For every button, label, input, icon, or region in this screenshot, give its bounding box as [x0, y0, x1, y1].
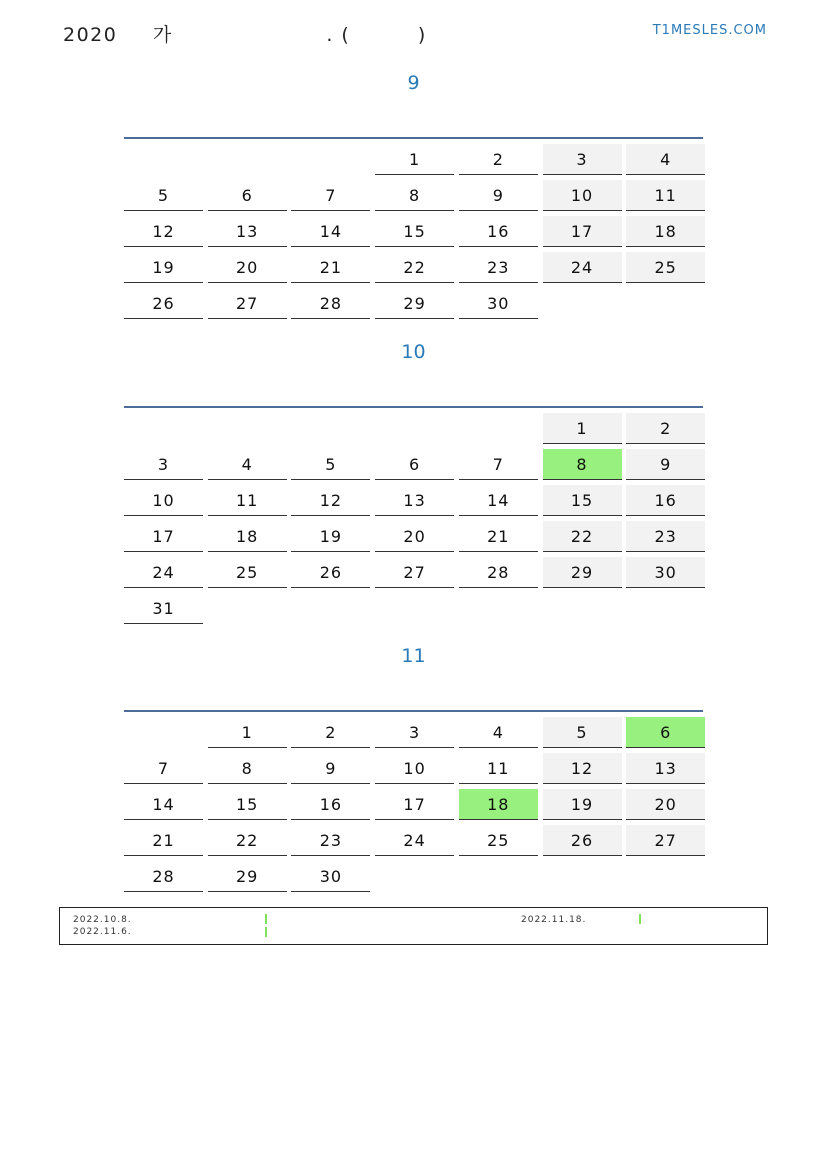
- calendar-week-row: [124, 211, 703, 247]
- calendar-day: 8: [208, 753, 287, 784]
- calendar-day: 1: [543, 413, 622, 444]
- calendar-day: 23: [626, 521, 705, 552]
- calendar-day: 6: [208, 180, 287, 211]
- calendar-day: 19: [124, 252, 203, 283]
- calendar-day: 23: [291, 825, 370, 856]
- calendar-day: 5: [124, 180, 203, 211]
- calendar-week-row: [124, 444, 703, 480]
- calendar-day: 28: [124, 861, 203, 892]
- brand-link[interactable]: T1MESLES.COM: [652, 23, 767, 38]
- calendar-day: 14: [124, 789, 203, 820]
- calendar-day: 15: [375, 216, 454, 247]
- calendar-day: 3: [375, 717, 454, 748]
- calendar-day: 20: [375, 521, 454, 552]
- calendar-day: 5: [291, 449, 370, 480]
- calendar-day: 31: [124, 593, 203, 624]
- calendar-day: 22: [208, 825, 287, 856]
- calendar-day: 13: [208, 216, 287, 247]
- calendar-day: 26: [124, 288, 203, 319]
- calendar-week-row: [124, 748, 703, 784]
- calendar-day: 22: [543, 521, 622, 552]
- calendar-day: 16: [459, 216, 538, 247]
- calendar-day: 23: [459, 252, 538, 283]
- calendar-day: 19: [291, 521, 370, 552]
- calendar-day: 18: [626, 216, 705, 247]
- calendar-day: 24: [124, 557, 203, 588]
- legend-marker: [265, 914, 267, 924]
- calendar-day: 18: [208, 521, 287, 552]
- calendar-day: 3: [543, 144, 622, 175]
- calendar-week-row: [124, 516, 703, 552]
- calendar-day: 12: [124, 216, 203, 247]
- calendar-day: 19: [543, 789, 622, 820]
- calendar-day: 7: [291, 180, 370, 211]
- calendar-week-row: [124, 247, 703, 283]
- calendar-day: 30: [459, 288, 538, 319]
- calendar-day: 25: [626, 252, 705, 283]
- calendar-day: 3: [124, 449, 203, 480]
- calendar-day: 1: [208, 717, 287, 748]
- calendar-day: 13: [375, 485, 454, 516]
- calendar-day: 2: [291, 717, 370, 748]
- calendar-day: 4: [208, 449, 287, 480]
- calendar-day: 2: [459, 144, 538, 175]
- title-year: 2020: [63, 24, 118, 46]
- calendar-week-row: [124, 283, 703, 319]
- calendar-day: 24: [543, 252, 622, 283]
- calendar-day: 17: [375, 789, 454, 820]
- calendar-day: 18: [459, 789, 538, 820]
- calendar-day: 6: [626, 717, 705, 748]
- calendar-day: 10: [375, 753, 454, 784]
- calendar-week-row: [124, 712, 703, 748]
- month-title-september: 9: [407, 72, 420, 94]
- calendar-day: 11: [208, 485, 287, 516]
- title-punct: . (: [326, 24, 351, 46]
- calendar-day: 20: [626, 789, 705, 820]
- calendar-day: 13: [626, 753, 705, 784]
- calendar-day: 14: [459, 485, 538, 516]
- calendar-day: 28: [459, 557, 538, 588]
- calendar-day: 9: [291, 753, 370, 784]
- legend-marker: [265, 927, 267, 937]
- calendar-day: 25: [208, 557, 287, 588]
- calendar-week-row: [124, 175, 703, 211]
- calendar-day: 7: [124, 753, 203, 784]
- calendar-day: 9: [626, 449, 705, 480]
- calendar-day: 15: [543, 485, 622, 516]
- calendar-day: 27: [375, 557, 454, 588]
- calendar-week-row: [124, 588, 703, 624]
- calendar-week-row: [124, 820, 703, 856]
- calendar-day: 12: [543, 753, 622, 784]
- holiday-legend: [59, 907, 768, 945]
- calendar-september: [124, 137, 703, 319]
- calendar-day: 14: [291, 216, 370, 247]
- calendar-week-row: [124, 552, 703, 588]
- calendar-day: 8: [543, 449, 622, 480]
- calendar-day: 7: [459, 449, 538, 480]
- calendar-day: 11: [459, 753, 538, 784]
- legend-item: 2022.10.8.: [73, 915, 132, 925]
- calendar-november: [124, 710, 703, 892]
- calendar-day: 17: [124, 521, 203, 552]
- calendar-day: 4: [626, 144, 705, 175]
- calendar-week-row: [124, 139, 703, 175]
- legend-marker: [639, 914, 641, 924]
- calendar-day: 27: [208, 288, 287, 319]
- calendar-week-row: [124, 408, 703, 444]
- calendar-day: 30: [291, 861, 370, 892]
- title-close: ): [417, 24, 427, 46]
- calendar-day: 16: [626, 485, 705, 516]
- calendar-day: 26: [543, 825, 622, 856]
- calendar-day: 6: [375, 449, 454, 480]
- calendar-day: 8: [375, 180, 454, 211]
- calendar-day: 27: [626, 825, 705, 856]
- calendar-day: 12: [291, 485, 370, 516]
- calendar-day: 10: [543, 180, 622, 211]
- calendar-day: 29: [208, 861, 287, 892]
- calendar-day: 15: [208, 789, 287, 820]
- month-title-october: 10: [401, 341, 426, 363]
- calendar-day: 21: [291, 252, 370, 283]
- calendar-day: 29: [375, 288, 454, 319]
- page-title: [63, 20, 427, 47]
- calendar-day: 26: [291, 557, 370, 588]
- calendar-day: 10: [124, 485, 203, 516]
- month-title-november: 11: [401, 645, 426, 667]
- calendar-day: 4: [459, 717, 538, 748]
- calendar-day: 21: [459, 521, 538, 552]
- calendar-day: 11: [626, 180, 705, 211]
- calendar-day: 20: [208, 252, 287, 283]
- calendar-day: 2: [626, 413, 705, 444]
- legend-item: 2022.11.18.: [521, 915, 587, 925]
- calendar-day: 1: [375, 144, 454, 175]
- calendar-week-row: [124, 856, 703, 892]
- calendar-day: 28: [291, 288, 370, 319]
- calendar-day: 25: [459, 825, 538, 856]
- calendar-day: 16: [291, 789, 370, 820]
- calendar-day: 17: [543, 216, 622, 247]
- title-char: 가: [152, 24, 173, 46]
- calendar-day: 5: [543, 717, 622, 748]
- calendar-day: 21: [124, 825, 203, 856]
- calendar-week-row: [124, 784, 703, 820]
- calendar-day: 9: [459, 180, 538, 211]
- calendar-day: 22: [375, 252, 454, 283]
- calendar-october: [124, 406, 703, 624]
- calendar-day: 24: [375, 825, 454, 856]
- calendar-day: 30: [626, 557, 705, 588]
- legend-item: 2022.11.6.: [73, 927, 132, 937]
- calendar-week-row: [124, 480, 703, 516]
- calendar-day: 29: [543, 557, 622, 588]
